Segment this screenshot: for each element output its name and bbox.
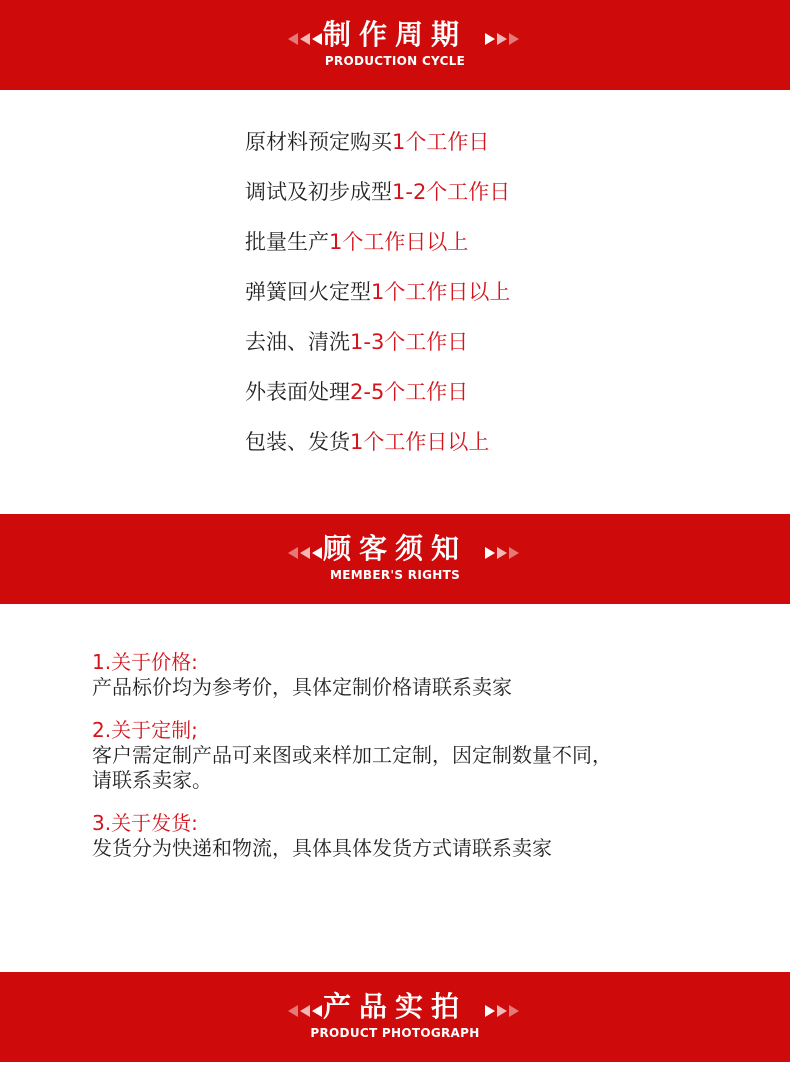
cycle-duration: 1个工作日 — [392, 130, 490, 154]
production-cycle-list — [245, 128, 510, 478]
cycle-duration: 2-5个工作日 — [350, 380, 469, 404]
section-title: 产品实拍 — [322, 990, 467, 1023]
list-item — [245, 178, 510, 228]
note-heading: 1.关于价格: — [92, 650, 198, 674]
list-item — [245, 328, 510, 378]
customer-notes — [92, 650, 752, 879]
cycle-duration: 1个工作日以上 — [371, 280, 511, 304]
cycle-duration: 1个工作日以上 — [329, 230, 469, 254]
production-cycle-banner — [0, 0, 790, 90]
section-title: 顾客须知 — [322, 532, 467, 565]
cycle-step: 弹簧回火定型 — [245, 280, 371, 304]
list-item — [245, 378, 510, 428]
product-photograph-banner — [0, 972, 790, 1062]
cycle-step: 原材料预定购买 — [245, 130, 392, 154]
members-rights-banner — [0, 514, 790, 604]
note-body: 发货分为快递和物流，具体具体发货方式请联系卖家 — [92, 836, 552, 860]
section-title: 制作周期 — [322, 18, 467, 51]
cycle-step: 包装、发货 — [245, 430, 350, 454]
section-subtitle: PRODUCT PHOTOGRAPH — [310, 1026, 480, 1040]
note-shipping — [92, 811, 752, 861]
arrows-right-icon — [485, 32, 537, 46]
cycle-duration: 1-3个工作日 — [350, 330, 469, 354]
list-item — [245, 428, 510, 478]
list-item — [245, 128, 510, 178]
cycle-step: 调试及初步成型 — [245, 180, 392, 204]
cycle-step: 去油、清洗 — [245, 330, 350, 354]
note-heading: 3.关于发货: — [92, 811, 198, 835]
section-subtitle: PRODUCTION CYCLE — [324, 54, 466, 68]
cycle-duration: 1-2个工作日 — [392, 180, 511, 204]
cycle-step: 批量生产 — [245, 230, 329, 254]
note-body: 客户需定制产品可来图或来样加工定制，因定制数量不同， — [92, 743, 612, 767]
note-body: 请联系卖家。 — [92, 768, 212, 792]
list-item — [245, 228, 510, 278]
note-body: 产品标价均为参考价，具体定制价格请联系卖家 — [92, 675, 512, 699]
list-item — [245, 278, 510, 328]
note-heading: 2.关于定制; — [92, 718, 198, 742]
cycle-step: 外表面处理 — [245, 380, 350, 404]
arrows-right-icon — [485, 546, 537, 560]
arrows-right-icon — [485, 1004, 537, 1018]
note-price — [92, 650, 752, 700]
section-subtitle: MEMBER'S RIGHTS — [329, 568, 461, 582]
note-custom — [92, 718, 752, 793]
cycle-duration: 1个工作日以上 — [350, 430, 490, 454]
